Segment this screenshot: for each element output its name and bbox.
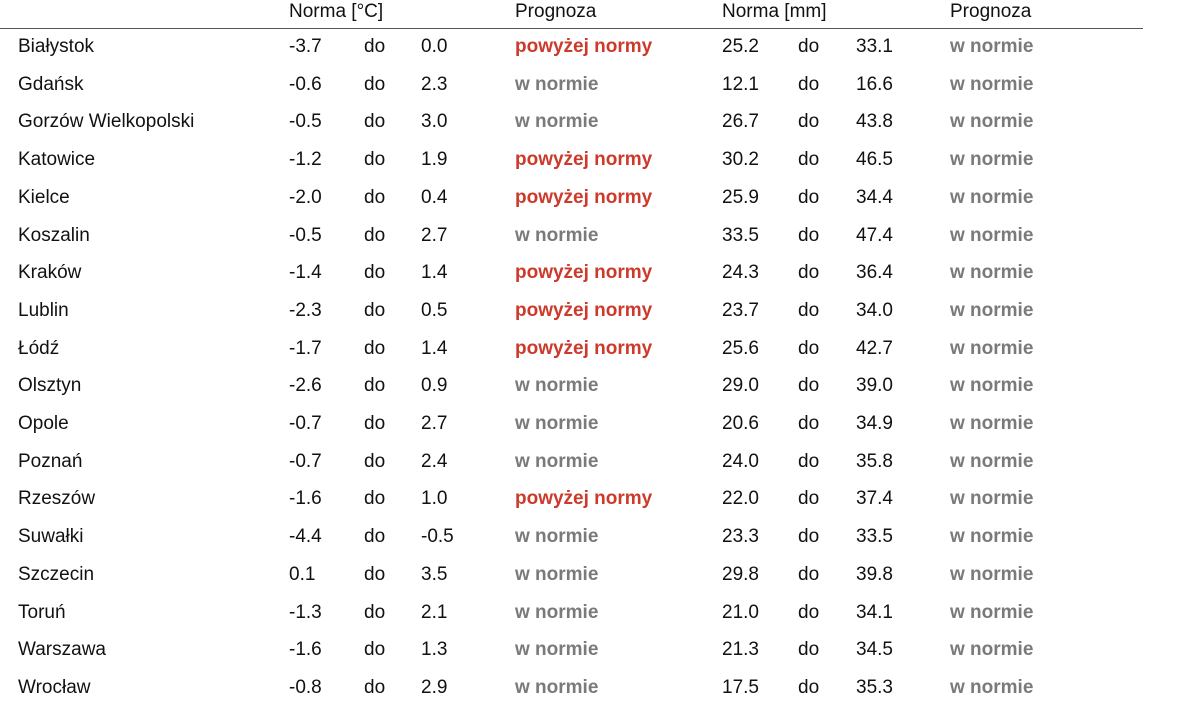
temp-norm-max: 1.4: [421, 337, 448, 359]
temp-norm-min: -1.7: [289, 337, 322, 359]
city-name: Szczecin: [18, 563, 95, 585]
temp-norm-min: -0.7: [289, 450, 322, 472]
city-name: Koszalin: [18, 224, 90, 246]
precip-norm-max: 34.4: [856, 186, 893, 208]
temp-forecast: w normie: [515, 111, 599, 133]
temp-forecast: w normie: [515, 563, 599, 585]
table-row: [0, 217, 1143, 255]
precip-norm-max: 16.6: [856, 73, 893, 95]
precip-norm-min: 24.0: [722, 450, 759, 472]
temp-norm-max: 0.0: [421, 36, 448, 57]
temp-range-separator: do: [364, 413, 386, 434]
city-name: Gdańsk: [18, 73, 84, 95]
precip-norm-max: 33.5: [856, 526, 893, 548]
temp-range-separator: do: [364, 601, 386, 623]
temp-forecast: powyżej normy: [515, 488, 653, 510]
temp-forecast: powyżej normy: [515, 299, 653, 321]
temp-range-separator: do: [364, 224, 386, 246]
precip-forecast: w normie: [950, 262, 1034, 284]
temp-range-separator: do: [364, 337, 386, 359]
precip-range-separator: do: [798, 676, 820, 698]
temp-norm-max: 1.9: [421, 149, 448, 171]
precip-norm-max: 34.1: [856, 601, 893, 623]
precip-range-separator: do: [798, 299, 820, 321]
temp-norm-min: -2.6: [289, 375, 322, 397]
header-precip-norm: Norma [mm]: [722, 1, 827, 22]
temp-norm-max: 1.0: [421, 488, 448, 510]
precip-norm-max: 34.5: [856, 639, 893, 661]
precip-norm-max: 46.5: [856, 149, 893, 171]
precip-norm-min: 30.2: [722, 149, 759, 171]
precip-range-separator: do: [798, 563, 820, 585]
temp-norm-max: 0.4: [421, 186, 448, 208]
temp-norm-min: -0.5: [289, 224, 322, 246]
table-row: [0, 443, 1143, 481]
precip-norm-max: 43.8: [856, 111, 893, 133]
precip-forecast: w normie: [950, 526, 1034, 548]
city-name: Gorzów Wielkopolski: [18, 111, 195, 133]
precip-norm-min: 22.0: [722, 488, 759, 510]
header-temp-forecast: Prognoza: [515, 1, 597, 22]
precip-norm-max: 34.0: [856, 299, 893, 321]
precip-range-separator: do: [798, 375, 820, 397]
precip-norm-max: 35.3: [856, 676, 893, 698]
precip-range-separator: do: [798, 149, 820, 171]
precip-norm-max: 47.4: [856, 224, 893, 246]
temp-norm-min: -0.7: [289, 413, 322, 434]
temp-range-separator: do: [364, 186, 386, 208]
precip-norm-max: 42.7: [856, 337, 893, 359]
precip-forecast: w normie: [950, 601, 1034, 623]
temp-norm-min: -3.7: [289, 36, 322, 57]
temp-range-separator: do: [364, 262, 386, 284]
temp-forecast: w normie: [515, 73, 599, 95]
precip-range-separator: do: [798, 262, 820, 284]
temp-norm-min: -0.6: [289, 73, 322, 95]
temp-norm-max: 0.9: [421, 375, 448, 397]
temp-norm-max: 0.5: [421, 299, 448, 321]
temp-range-separator: do: [364, 526, 386, 548]
temp-forecast: w normie: [515, 676, 599, 698]
precip-forecast: w normie: [950, 186, 1034, 208]
table-row: [0, 66, 1143, 104]
precip-range-separator: do: [798, 111, 820, 133]
precip-norm-min: 17.5: [722, 676, 759, 698]
precip-norm-max: 35.8: [856, 450, 893, 472]
temp-norm-min: -0.5: [289, 111, 322, 133]
precip-range-separator: do: [798, 337, 820, 359]
header-temp-norm: Norma [°C]: [289, 1, 384, 22]
precip-forecast: w normie: [950, 224, 1034, 246]
precip-range-separator: do: [798, 36, 820, 57]
temp-forecast: w normie: [515, 224, 599, 246]
city-name: Kielce: [18, 186, 70, 208]
precip-range-separator: do: [798, 73, 820, 95]
temp-norm-min: -1.4: [289, 262, 322, 284]
temp-forecast: powyżej normy: [515, 186, 653, 208]
city-name: Rzeszów: [18, 488, 96, 510]
precip-norm-max: 36.4: [856, 262, 893, 284]
precip-forecast: w normie: [950, 639, 1034, 661]
table-row: [0, 330, 1143, 368]
precip-forecast: w normie: [950, 73, 1034, 95]
city-name: Olsztyn: [18, 375, 82, 397]
temp-norm-max: 2.3: [421, 73, 448, 95]
precip-forecast: w normie: [950, 413, 1034, 434]
temp-norm-max: 2.7: [421, 413, 448, 434]
precip-forecast: w normie: [950, 488, 1034, 510]
temp-range-separator: do: [364, 299, 386, 321]
precip-forecast: w normie: [950, 676, 1034, 698]
precip-range-separator: do: [798, 639, 820, 661]
table-row: [0, 179, 1143, 217]
temp-forecast: powyżej normy: [515, 262, 653, 284]
temp-forecast: powyżej normy: [515, 337, 653, 359]
table-row: [0, 28, 1143, 66]
precip-forecast: w normie: [950, 450, 1034, 472]
precip-norm-min: 33.5: [722, 224, 759, 246]
temp-forecast: w normie: [515, 526, 599, 548]
temp-forecast: w normie: [515, 413, 599, 434]
temp-forecast: w normie: [515, 639, 599, 661]
precip-norm-max: 34.9: [856, 413, 893, 434]
precip-norm-min: 24.3: [722, 262, 759, 284]
temp-norm-max: 2.1: [421, 601, 448, 623]
precip-forecast: w normie: [950, 36, 1034, 57]
precip-range-separator: do: [798, 413, 820, 434]
precip-norm-min: 23.3: [722, 526, 759, 548]
temp-norm-max: 2.4: [421, 450, 448, 472]
city-name: Warszawa: [18, 639, 106, 661]
temp-norm-min: 0.1: [289, 563, 316, 585]
temp-norm-min: -4.4: [289, 526, 322, 548]
precip-norm-min: 12.1: [722, 73, 759, 95]
temp-range-separator: do: [364, 676, 386, 698]
temp-forecast: powyżej normy: [515, 149, 653, 171]
precip-norm-min: 21.0: [722, 601, 759, 623]
city-name: Toruń: [18, 601, 66, 623]
city-name: Kraków: [18, 262, 82, 284]
temp-norm-max: 3.5: [421, 563, 448, 585]
temp-norm-min: -1.6: [289, 488, 322, 510]
precip-norm-min: 23.7: [722, 299, 759, 321]
precip-norm-max: 39.0: [856, 375, 893, 397]
temp-norm-max: 1.4: [421, 262, 448, 284]
temp-norm-max: 3.0: [421, 111, 448, 133]
precip-norm-min: 26.7: [722, 111, 759, 133]
temp-norm-max: -0.5: [421, 526, 454, 548]
city-name: Lublin: [18, 299, 69, 321]
temp-range-separator: do: [364, 36, 386, 57]
precip-norm-min: 29.0: [722, 375, 759, 397]
table-row: [0, 405, 1143, 443]
precip-range-separator: do: [798, 450, 820, 472]
table-row: [0, 631, 1143, 669]
city-name: Katowice: [18, 149, 96, 171]
city-name: Suwałki: [18, 526, 84, 548]
precip-norm-min: 25.6: [722, 337, 759, 359]
temp-norm-min: -1.3: [289, 601, 322, 623]
precip-forecast: w normie: [950, 375, 1034, 397]
precip-range-separator: do: [798, 186, 820, 208]
precip-range-separator: do: [798, 601, 820, 623]
precip-norm-max: 39.8: [856, 563, 893, 585]
temp-range-separator: do: [364, 563, 386, 585]
temp-forecast: w normie: [515, 601, 599, 623]
precip-norm-max: 37.4: [856, 488, 893, 510]
temp-norm-max: 2.9: [421, 676, 448, 698]
temp-norm-min: -2.3: [289, 299, 322, 321]
precip-forecast: w normie: [950, 337, 1034, 359]
table-row: [0, 480, 1143, 518]
temp-norm-min: -0.8: [289, 676, 322, 698]
precip-norm-max: 33.1: [856, 36, 893, 57]
precip-norm-min: 21.3: [722, 639, 759, 661]
temp-norm-max: 2.7: [421, 224, 448, 246]
table-row: [0, 292, 1143, 330]
temp-norm-min: -1.6: [289, 639, 322, 661]
precip-norm-min: 25.2: [722, 36, 759, 57]
temp-range-separator: do: [364, 639, 386, 661]
precip-range-separator: do: [798, 224, 820, 246]
table-row: [0, 367, 1143, 405]
table-row: [0, 254, 1143, 292]
precip-range-separator: do: [798, 488, 820, 510]
precip-forecast: w normie: [950, 563, 1034, 585]
precip-norm-min: 29.8: [722, 563, 759, 585]
city-name: Białystok: [18, 36, 95, 57]
table-header: [0, 0, 1143, 29]
temp-range-separator: do: [364, 149, 386, 171]
temp-forecast: powyżej normy: [515, 36, 653, 57]
table-row: [0, 103, 1143, 141]
temp-range-separator: do: [364, 450, 386, 472]
temp-range-separator: do: [364, 488, 386, 510]
header-precip-forecast: Prognoza: [950, 1, 1032, 22]
temp-range-separator: do: [364, 111, 386, 133]
temp-forecast: w normie: [515, 450, 599, 472]
temp-forecast: w normie: [515, 375, 599, 397]
temp-range-separator: do: [364, 375, 386, 397]
precip-forecast: w normie: [950, 299, 1034, 321]
precip-norm-min: 25.9: [722, 186, 759, 208]
table-row: [0, 594, 1143, 632]
city-name: Poznań: [18, 450, 83, 472]
city-name: Wrocław: [18, 676, 91, 698]
precip-forecast: w normie: [950, 149, 1034, 171]
table-row: [0, 141, 1143, 179]
city-name: Łódź: [18, 337, 60, 359]
precip-range-separator: do: [798, 526, 820, 548]
temp-norm-max: 1.3: [421, 639, 448, 661]
table-row: [0, 669, 1143, 707]
table-row: [0, 518, 1143, 556]
table-row: [0, 556, 1143, 594]
temp-range-separator: do: [364, 73, 386, 95]
temp-norm-min: -2.0: [289, 186, 322, 208]
temp-norm-min: -1.2: [289, 149, 322, 171]
precip-norm-min: 20.6: [722, 413, 759, 434]
city-name: Opole: [18, 413, 69, 434]
precip-forecast: w normie: [950, 111, 1034, 133]
